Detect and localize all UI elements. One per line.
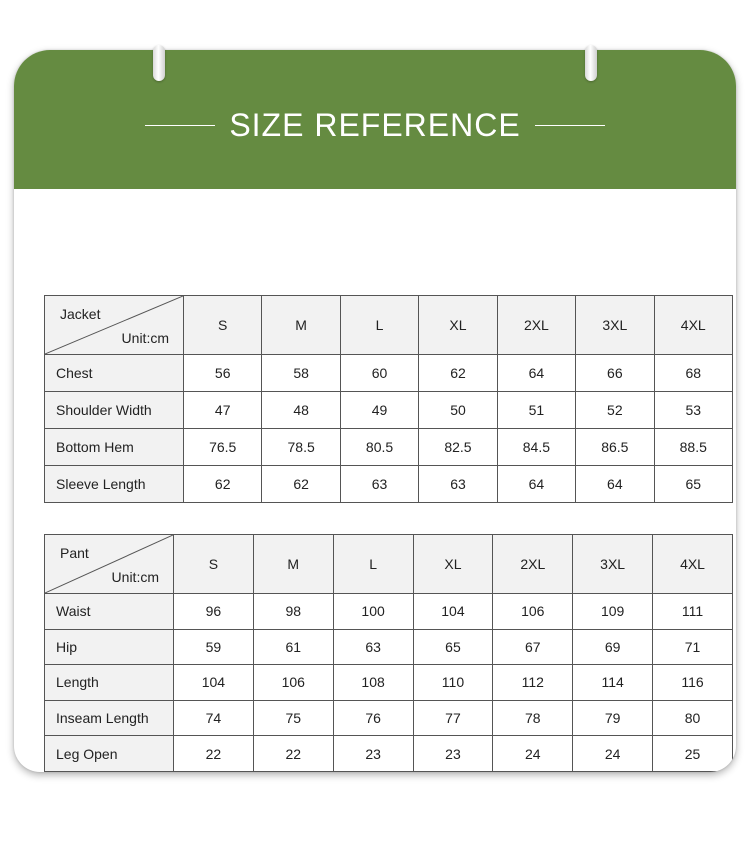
size-reference-card xyxy=(14,50,736,772)
size-value-cell: 98 xyxy=(253,594,333,630)
size-value-cell: 112 xyxy=(493,665,573,701)
size-value-cell: 104 xyxy=(174,665,254,701)
size-value-cell: 63 xyxy=(333,629,413,665)
jacket-corner-title: Jacket xyxy=(60,306,101,322)
size-value-cell: 61 xyxy=(253,629,333,665)
size-header-2xl: 2XL xyxy=(497,296,575,355)
jacket-header-row xyxy=(45,296,733,355)
size-header-l: L xyxy=(340,296,418,355)
size-value-cell: 65 xyxy=(413,629,493,665)
size-value-cell: 47 xyxy=(184,392,262,429)
title-left-rule xyxy=(145,125,215,126)
size-value-cell: 79 xyxy=(573,700,653,736)
size-value-cell: 110 xyxy=(413,665,493,701)
size-header-m: M xyxy=(253,535,333,594)
size-value-cell: 62 xyxy=(262,466,340,503)
size-value-cell: 50 xyxy=(419,392,497,429)
size-value-cell: 109 xyxy=(573,594,653,630)
pant-size-table xyxy=(44,534,733,772)
size-value-cell: 63 xyxy=(340,466,418,503)
size-header-s: S xyxy=(174,535,254,594)
row-label: Sleeve Length xyxy=(45,466,184,503)
size-value-cell: 64 xyxy=(576,466,654,503)
size-value-cell: 48 xyxy=(262,392,340,429)
size-value-cell: 82.5 xyxy=(419,429,497,466)
size-value-cell: 111 xyxy=(653,594,733,630)
size-value-cell: 68 xyxy=(654,355,732,392)
table-row xyxy=(45,629,733,665)
size-value-cell: 80.5 xyxy=(340,429,418,466)
size-value-cell: 74 xyxy=(174,700,254,736)
table-row xyxy=(45,392,733,429)
binder-ring-left xyxy=(153,45,165,81)
size-value-cell: 65 xyxy=(654,466,732,503)
table-row xyxy=(45,355,733,392)
size-value-cell: 23 xyxy=(333,736,413,772)
size-value-cell: 53 xyxy=(654,392,732,429)
size-value-cell: 66 xyxy=(576,355,654,392)
size-header-m: M xyxy=(262,296,340,355)
size-value-cell: 60 xyxy=(340,355,418,392)
size-value-cell: 84.5 xyxy=(497,429,575,466)
size-value-cell: 116 xyxy=(653,665,733,701)
pant-corner-unit: Unit:cm xyxy=(111,569,159,585)
row-label: Waist xyxy=(45,594,174,630)
size-value-cell: 76 xyxy=(333,700,413,736)
size-header-2xl: 2XL xyxy=(493,535,573,594)
table-row xyxy=(45,466,733,503)
pant-corner-cell xyxy=(45,535,174,594)
row-label: Chest xyxy=(45,355,184,392)
jacket-corner-unit: Unit:cm xyxy=(121,330,169,346)
row-label: Inseam Length xyxy=(45,700,174,736)
title-right-rule xyxy=(535,125,605,126)
size-value-cell: 67 xyxy=(493,629,573,665)
size-value-cell: 24 xyxy=(493,736,573,772)
row-label: Leg Open xyxy=(45,736,174,772)
table-row xyxy=(45,594,733,630)
table-row xyxy=(45,665,733,701)
size-value-cell: 71 xyxy=(653,629,733,665)
size-value-cell: 77 xyxy=(413,700,493,736)
size-value-cell: 51 xyxy=(497,392,575,429)
row-label: Bottom Hem xyxy=(45,429,184,466)
row-label: Hip xyxy=(45,629,174,665)
size-value-cell: 63 xyxy=(419,466,497,503)
size-value-cell: 114 xyxy=(573,665,653,701)
size-value-cell: 24 xyxy=(573,736,653,772)
size-header-4xl: 4XL xyxy=(653,535,733,594)
row-label: Length xyxy=(45,665,174,701)
size-value-cell: 106 xyxy=(253,665,333,701)
size-header-3xl: 3XL xyxy=(573,535,653,594)
size-value-cell: 52 xyxy=(576,392,654,429)
table-row xyxy=(45,736,733,772)
size-value-cell: 62 xyxy=(184,466,262,503)
size-header-xl: XL xyxy=(413,535,493,594)
table-row xyxy=(45,429,733,466)
size-header-s: S xyxy=(184,296,262,355)
size-value-cell: 96 xyxy=(174,594,254,630)
size-value-cell: 59 xyxy=(174,629,254,665)
size-header-l: L xyxy=(333,535,413,594)
size-value-cell: 104 xyxy=(413,594,493,630)
size-value-cell: 58 xyxy=(262,355,340,392)
jacket-corner-cell xyxy=(45,296,184,355)
size-value-cell: 69 xyxy=(573,629,653,665)
size-value-cell: 23 xyxy=(413,736,493,772)
size-value-cell: 56 xyxy=(184,355,262,392)
size-value-cell: 76.5 xyxy=(184,429,262,466)
page-title: SIZE REFERENCE xyxy=(229,107,521,143)
size-value-cell: 100 xyxy=(333,594,413,630)
size-value-cell: 80 xyxy=(653,700,733,736)
size-value-cell: 86.5 xyxy=(576,429,654,466)
table-row xyxy=(45,700,733,736)
size-value-cell: 49 xyxy=(340,392,418,429)
size-value-cell: 78 xyxy=(493,700,573,736)
pant-header-row xyxy=(45,535,733,594)
pant-corner-title: Pant xyxy=(60,545,89,561)
jacket-size-table xyxy=(44,295,733,503)
size-value-cell: 25 xyxy=(653,736,733,772)
size-value-cell: 108 xyxy=(333,665,413,701)
size-header-xl: XL xyxy=(419,296,497,355)
size-value-cell: 78.5 xyxy=(262,429,340,466)
size-header-4xl: 4XL xyxy=(654,296,732,355)
binder-ring-right xyxy=(585,45,597,81)
size-value-cell: 64 xyxy=(497,466,575,503)
size-value-cell: 62 xyxy=(419,355,497,392)
size-value-cell: 88.5 xyxy=(654,429,732,466)
size-value-cell: 106 xyxy=(493,594,573,630)
size-value-cell: 75 xyxy=(253,700,333,736)
size-value-cell: 22 xyxy=(253,736,333,772)
row-label: Shoulder Width xyxy=(45,392,184,429)
size-value-cell: 22 xyxy=(174,736,254,772)
size-value-cell: 64 xyxy=(497,355,575,392)
title-block xyxy=(14,50,736,189)
size-header-3xl: 3XL xyxy=(576,296,654,355)
